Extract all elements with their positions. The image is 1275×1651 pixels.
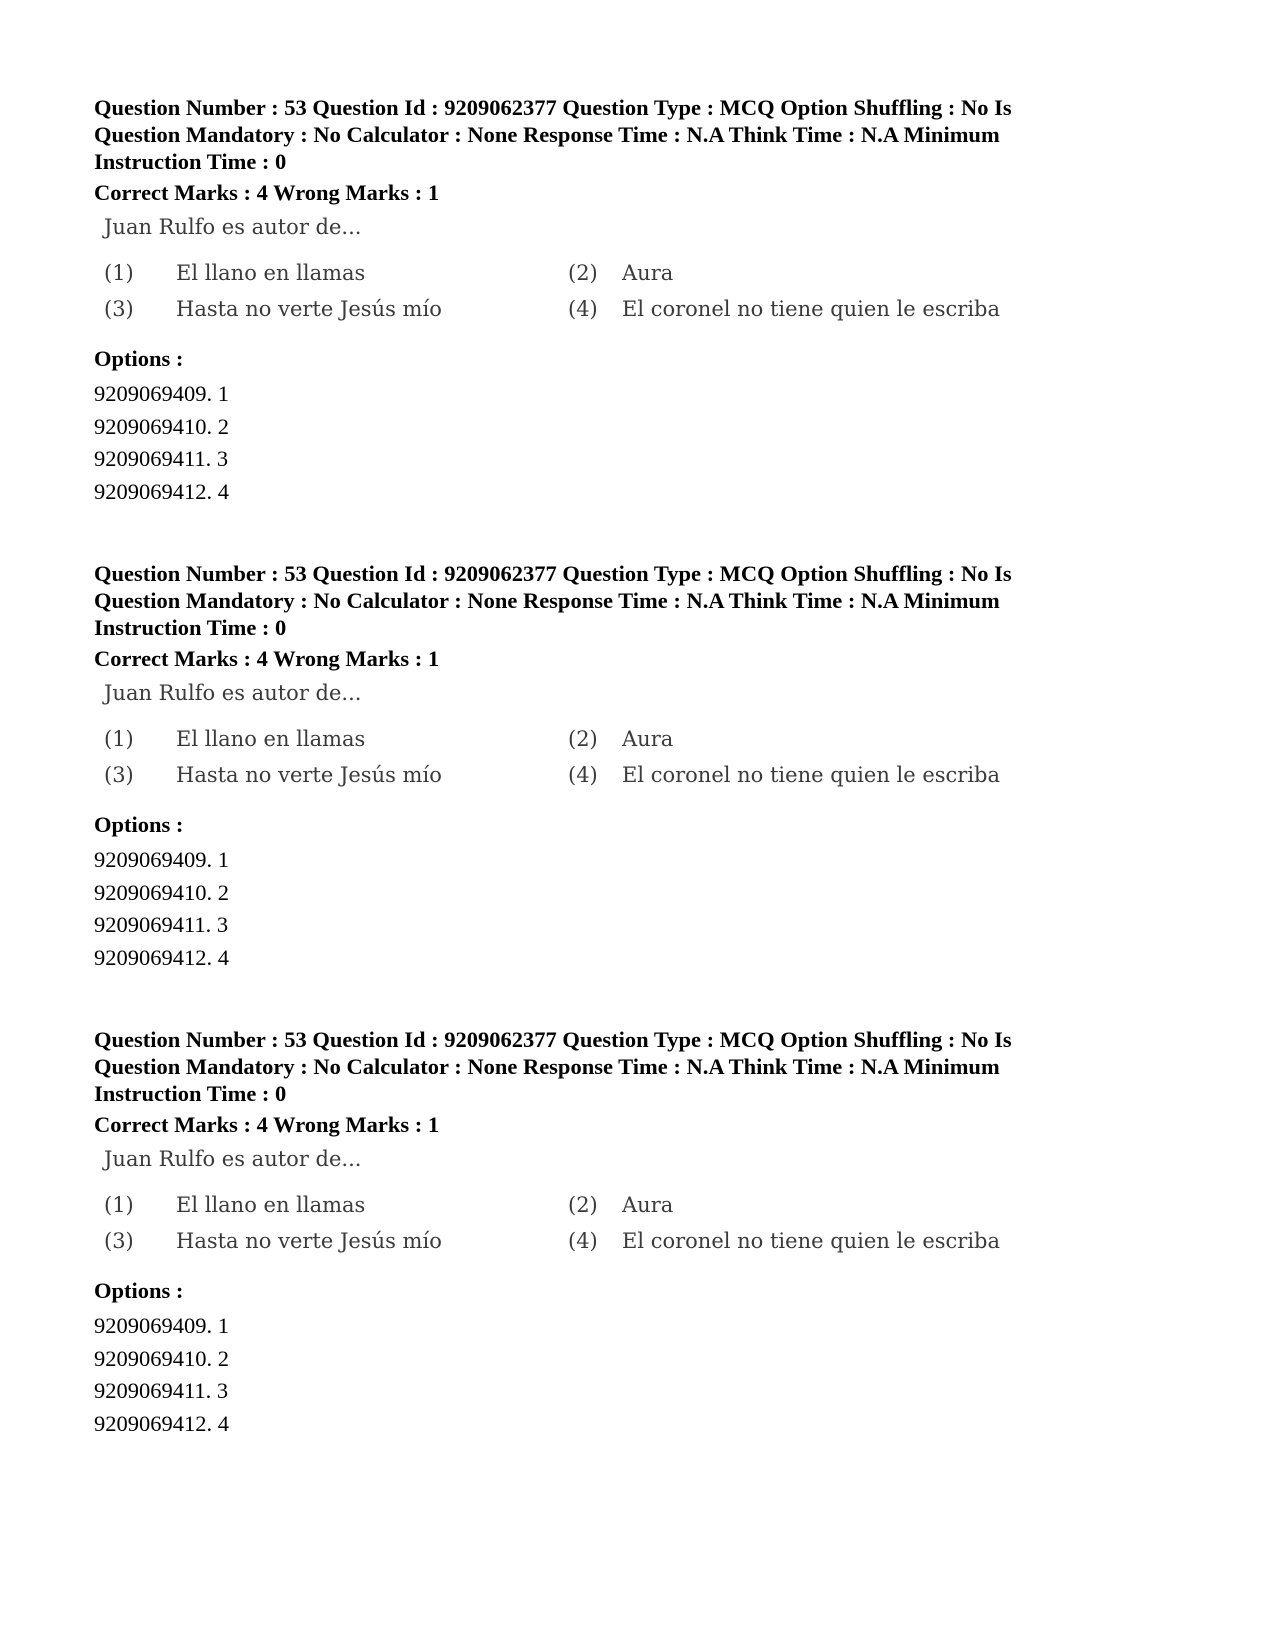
option-item: 9209069412. 4 [94, 1411, 229, 1437]
question-content [94, 212, 1054, 337]
question-content [94, 678, 1054, 803]
choice-number: (4) [568, 763, 598, 787]
choice-text: Aura [622, 261, 674, 285]
option-item: 9209069411. 3 [94, 912, 229, 938]
choice-number: (1) [104, 1193, 134, 1217]
option-item: 9209069411. 3 [94, 446, 229, 472]
question-header: Question Number : 53 Question Id : 9209062377 Question Type : MCQ Option Shuffling : No Is Question Mandatory : No Calculator : None Response Time : N.A Think Time : N.A Minimum Instruction Time : 0 [94, 561, 1012, 640]
choice-text: El coronel no tiene quien le escriba [622, 763, 1001, 787]
options-list [94, 1310, 229, 1441]
option-item: 9209069412. 4 [94, 945, 229, 971]
question-block [94, 560, 1194, 1010]
options-label: Options : [94, 1278, 184, 1303]
option-item: 9209069411. 3 [94, 1378, 229, 1404]
choice-number: (1) [104, 727, 134, 751]
options-list [94, 378, 229, 509]
choice-text: Aura [622, 1193, 674, 1217]
option-item: 9209069409. 1 [94, 847, 229, 872]
question-header: Question Number : 53 Question Id : 9209062377 Question Type : MCQ Option Shuffling : No Is Question Mandatory : No Calculator : None Response Time : N.A Think Time : N.A Minimum Instruction Time : 0 [94, 95, 1012, 174]
option-item: 9209069410. 2 [94, 879, 229, 905]
question-header: Question Number : 53 Question Id : 9209062377 Question Type : MCQ Option Shuffling : No Is Question Mandatory : No Calculator : None Response Time : N.A Think Time : N.A Minimum Instruction Time : 0 [94, 1027, 1012, 1106]
option-item: 9209069409. 1 [94, 381, 229, 406]
options-label: Options : [94, 346, 184, 371]
choice-text: El llano en llamas [176, 261, 366, 285]
options-label: Options : [94, 812, 184, 837]
choice-number: (3) [104, 1229, 134, 1253]
choice-number: (2) [568, 261, 598, 285]
choice-text: Aura [622, 727, 674, 751]
choice-number: (1) [104, 261, 134, 285]
choice-number: (2) [568, 727, 598, 751]
option-item: 9209069410. 2 [94, 413, 229, 439]
question-text: Juan Rulfo es autor de... [104, 215, 362, 239]
choice-number: (4) [568, 1229, 598, 1253]
marks-line: Correct Marks : 4 Wrong Marks : 1 [94, 180, 440, 205]
choice-text: El llano en llamas [176, 1193, 366, 1217]
question-block [94, 1026, 1194, 1476]
marks-line: Correct Marks : 4 Wrong Marks : 1 [94, 1112, 440, 1137]
choice-number: (2) [568, 1193, 598, 1217]
choice-number: (4) [568, 297, 598, 321]
marks-line: Correct Marks : 4 Wrong Marks : 1 [94, 646, 440, 671]
question-block [94, 94, 1194, 544]
question-content [94, 1144, 1054, 1269]
option-item: 9209069410. 2 [94, 1345, 229, 1371]
choice-text: Hasta no verte Jesús mío [176, 1229, 442, 1253]
choice-text: El llano en llamas [176, 727, 366, 751]
option-item: 9209069412. 4 [94, 479, 229, 505]
choice-text: El coronel no tiene quien le escriba [622, 297, 1001, 321]
choice-number: (3) [104, 763, 134, 787]
option-item: 9209069409. 1 [94, 1313, 229, 1338]
choice-text: Hasta no verte Jesús mío [176, 763, 442, 787]
options-list [94, 844, 229, 975]
question-text: Juan Rulfo es autor de... [104, 1147, 362, 1171]
question-text: Juan Rulfo es autor de... [104, 681, 362, 705]
choice-text: El coronel no tiene quien le escriba [622, 1229, 1001, 1253]
choice-number: (3) [104, 297, 134, 321]
choice-text: Hasta no verte Jesús mío [176, 297, 442, 321]
